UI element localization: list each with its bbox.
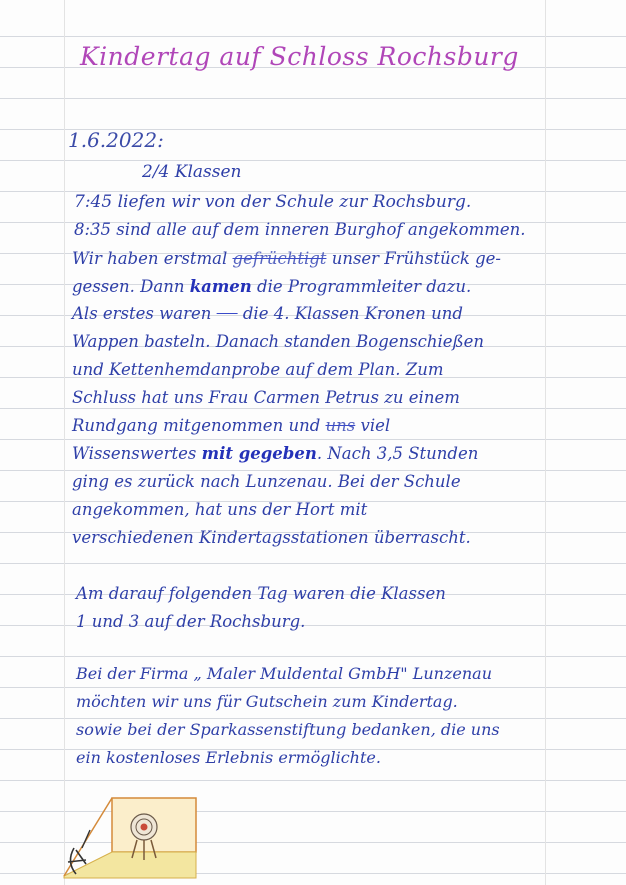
text-line: angekommen, hat uns der Hort mit	[72, 500, 368, 519]
text-segment: Wir haben erstmal	[72, 249, 228, 268]
corrected-word: kamen	[189, 277, 252, 296]
text-line	[72, 416, 390, 435]
text-line	[72, 304, 463, 323]
text-line: 1 und 3 auf der Rochsburg.	[76, 612, 306, 631]
text-line: Schluss hat uns Frau Carmen Petrus zu einem	[72, 388, 460, 407]
crossed-out-word: gefrüchtigt	[232, 249, 327, 268]
page-title: Kindertag auf Schloss Rochsburg	[80, 42, 519, 71]
classes-heading: 2/4 Klassen	[142, 162, 242, 182]
right-margin-line	[545, 0, 546, 885]
text-segment: gessen. Dann	[72, 277, 185, 296]
text-line: und Kettenhemdanprobe auf dem Plan. Zum	[72, 360, 444, 379]
text-segment: . Nach 3,5 Stunden	[316, 444, 479, 463]
crossed-out-word: uns	[325, 416, 356, 435]
text-line	[72, 444, 478, 463]
left-margin-line	[64, 0, 65, 885]
text-line	[72, 277, 471, 296]
target-bullseye	[141, 824, 148, 831]
text-line: 8:35 sind alle auf dem inneren Burghof angekommen.	[74, 220, 526, 239]
text-line: verschiedenen Kindertagsstationen überrascht.	[72, 528, 471, 547]
date: 1.6.2022:	[68, 128, 164, 152]
text-line: sowie bei der Sparkassenstiftung bedanken, die uns	[76, 720, 500, 739]
text-segment: die Programmleiter dazu.	[257, 277, 472, 296]
crossed-out-mark	[217, 304, 238, 323]
drawing-floor	[64, 852, 196, 878]
text-line	[72, 249, 501, 268]
arrow-icon	[82, 830, 90, 848]
text-segment: Wissenswertes	[72, 444, 197, 463]
text-segment: unser Frühstück ge-	[331, 249, 502, 268]
text-segment: Als erstes waren	[72, 304, 212, 323]
text-segment: Rundgang mitgenommen und	[72, 416, 321, 435]
text-line: ging es zurück nach Lunzenau. Bei der Schule	[72, 472, 461, 491]
text-line: Wappen basteln. Danach standen Bogenschießen	[72, 332, 484, 351]
text-line: 7:45 liefen wir von der Schule zur Rochsburg.	[74, 192, 472, 212]
text-segment: viel	[360, 416, 391, 435]
archery-target-drawing	[60, 790, 200, 880]
text-line: möchten wir uns für Gutschein zum Kindertag.	[76, 692, 458, 711]
text-line: ein kostenloses Erlebnis ermöglichte.	[76, 748, 381, 767]
text-line: Bei der Firma „ Maler Muldental GmbH" Lunzenau	[76, 664, 493, 683]
text-line: Am darauf folgenden Tag waren die Klassen	[76, 584, 446, 603]
corrected-word: mit gegeben	[201, 444, 317, 463]
text-segment: die 4. Klassen Kronen und	[242, 304, 463, 323]
